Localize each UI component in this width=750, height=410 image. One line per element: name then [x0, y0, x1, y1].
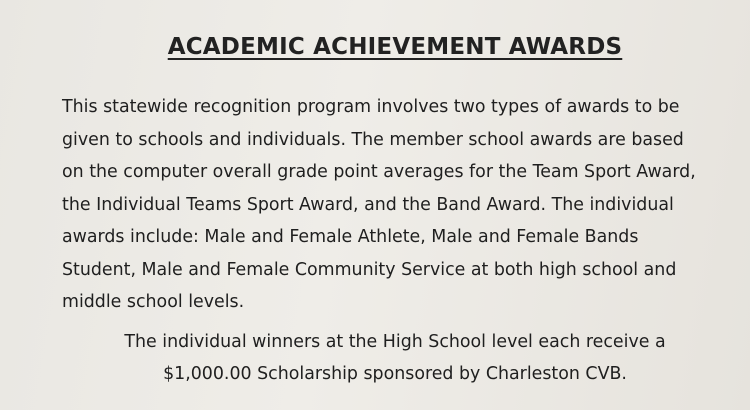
paragraph-line: This statewide recognition program involves two types of awards to be	[62, 97, 680, 117]
scholarship-note	[0, 326, 750, 390]
paragraph-line: given to schools and individuals. The member school awards are based	[62, 129, 684, 150]
paragraph-line: awards include: Male and Female Athlete, Male and Female Bands	[62, 227, 639, 247]
paragraph-line: Student, Male and Female Community Service at both high school and	[62, 259, 677, 280]
paragraph-line: on the computer overall grade point averages for the Team Sport Award,	[62, 162, 696, 182]
description-paragraph	[62, 91, 750, 319]
closing-line: The individual winners at the High School level each receive a	[124, 332, 666, 352]
paragraph-line: middle school levels.	[62, 292, 245, 312]
paragraph-line: the Individual Teams Sport Award, and the Band Award. The individual	[62, 194, 674, 215]
closing-line: $1,000.00 Scholarship sponsored by Charleston CVB.	[163, 364, 627, 384]
document-title: ACADEMIC ACHIEVEMENT AWARDS	[167, 34, 623, 60]
